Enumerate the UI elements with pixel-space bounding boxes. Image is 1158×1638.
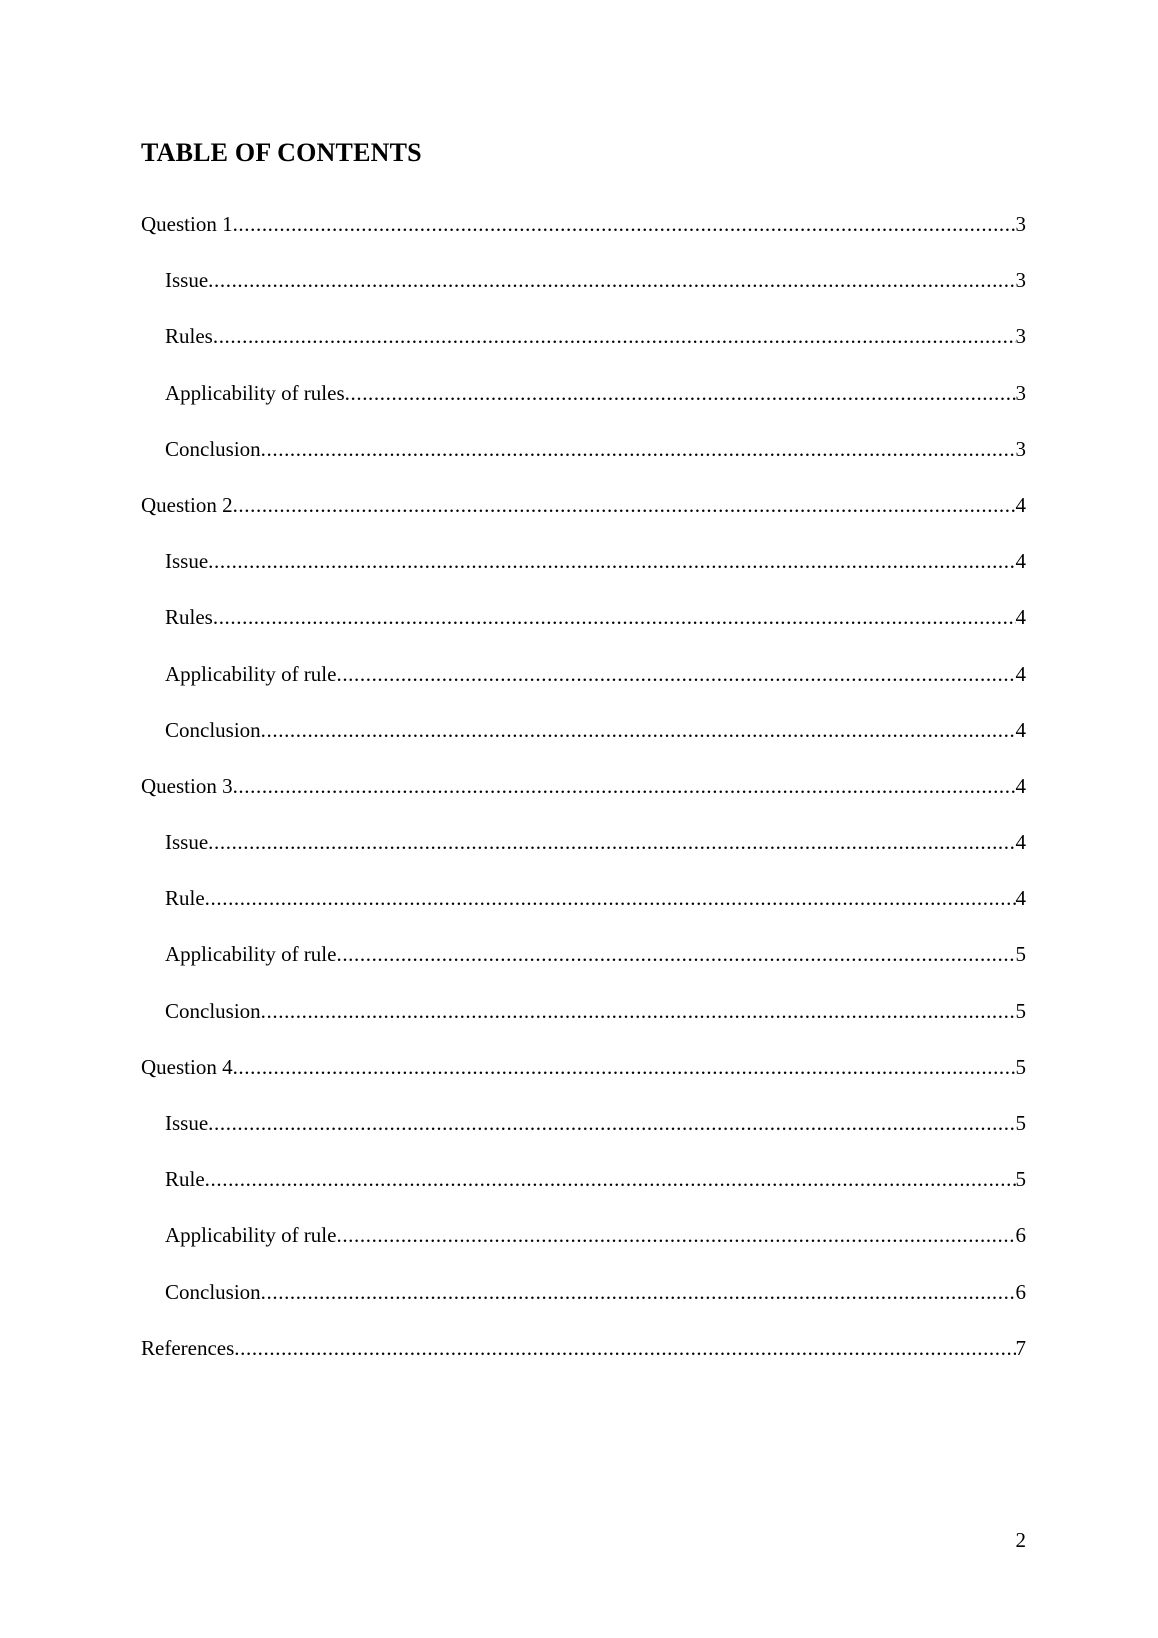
toc-entry[interactable]	[141, 1053, 1026, 1109]
dot-leader	[208, 828, 1015, 856]
toc-entry-page: 4	[1015, 773, 1026, 798]
table-of-contents	[141, 210, 1026, 1390]
toc-entry-label: Question 4	[141, 1054, 233, 1079]
dot-leader	[261, 1278, 1016, 1306]
toc-entry-label: Issue	[165, 549, 209, 574]
toc-entry-page: 5	[1015, 942, 1026, 967]
toc-entry-page: 3	[1015, 212, 1026, 236]
dot-leader	[208, 1109, 1015, 1137]
toc-entry-label: Conclusion	[165, 998, 261, 1023]
toc-entry[interactable]	[141, 940, 1026, 996]
toc-entry-page: 4	[1015, 605, 1026, 630]
dot-leader	[336, 1221, 1015, 1249]
toc-entry-page: 3	[1015, 268, 1026, 293]
toc-entry-label: Conclusion	[165, 717, 261, 742]
dot-leader	[233, 491, 1016, 519]
dot-leader	[213, 603, 1016, 631]
toc-entry-label: Applicability of rule	[165, 661, 337, 686]
toc-entry[interactable]	[141, 997, 1026, 1053]
toc-entry[interactable]	[141, 266, 1026, 322]
dot-leader	[205, 1165, 1016, 1193]
dot-leader	[336, 940, 1015, 968]
toc-entry-page: 4	[1015, 549, 1026, 574]
toc-entry[interactable]	[141, 1278, 1026, 1334]
toc-entry-page: 4	[1015, 661, 1026, 686]
toc-entry-page: 6	[1015, 1279, 1026, 1304]
toc-entry-page: 3	[1015, 380, 1026, 405]
toc-entry[interactable]	[141, 322, 1026, 378]
toc-entry[interactable]	[141, 1109, 1026, 1165]
dot-leader	[345, 379, 1016, 407]
toc-entry-label: Issue	[165, 268, 209, 293]
toc-entry-label: Issue	[165, 1111, 209, 1135]
dot-leader	[208, 547, 1015, 575]
toc-entry-label: Question 3	[141, 773, 233, 798]
toc-entry-page: 4	[1015, 886, 1026, 911]
toc-entry[interactable]	[141, 491, 1026, 547]
toc-entry-label: Rule	[165, 886, 205, 911]
toc-entry-page: 5	[1015, 1111, 1026, 1135]
toc-entry-label: Question 1	[141, 212, 233, 236]
toc-entry[interactable]	[141, 1221, 1026, 1277]
toc-entry-page: 5	[1015, 1167, 1026, 1192]
toc-entry-page: 4	[1015, 717, 1026, 742]
toc-entry-label: Rule	[165, 1167, 205, 1192]
toc-entry[interactable]	[141, 379, 1026, 435]
dot-leader	[233, 1053, 1016, 1081]
toc-entry[interactable]	[141, 772, 1026, 828]
dot-leader	[205, 884, 1016, 912]
toc-entry[interactable]	[141, 210, 1026, 266]
toc-entry-page: 3	[1015, 436, 1026, 461]
toc-entry[interactable]	[141, 828, 1026, 884]
toc-entry-label: Issue	[165, 830, 209, 855]
toc-entry[interactable]	[141, 660, 1026, 716]
toc-entry-label: Question 2	[141, 492, 233, 517]
toc-entry-label: References	[141, 1335, 235, 1360]
toc-entry-label: Applicability of rule	[165, 1223, 337, 1248]
dot-leader	[233, 772, 1016, 800]
toc-entry-label: Rules	[165, 324, 213, 349]
toc-heading: TABLE OF CONTENTS	[141, 138, 422, 167]
toc-entry[interactable]	[141, 603, 1026, 659]
toc-entry[interactable]	[141, 716, 1026, 772]
toc-entry-page: 6	[1015, 1223, 1026, 1248]
toc-entry-page: 7	[1015, 1335, 1026, 1360]
toc-entry-page: 3	[1015, 324, 1026, 349]
dot-leader	[261, 435, 1016, 463]
dot-leader	[208, 266, 1015, 294]
toc-entry-page: 5	[1015, 1054, 1026, 1079]
dot-leader	[233, 210, 1016, 238]
toc-entry[interactable]	[141, 1334, 1026, 1390]
dot-leader	[336, 660, 1015, 688]
toc-entry[interactable]	[141, 435, 1026, 491]
toc-entry-page: 4	[1015, 492, 1026, 517]
dot-leader	[261, 997, 1016, 1025]
toc-entry-label: Conclusion	[165, 436, 261, 461]
dot-leader	[261, 716, 1016, 744]
page-number: 2	[1015, 1528, 1026, 1552]
toc-entry[interactable]	[141, 1165, 1026, 1221]
toc-entry-page: 5	[1015, 998, 1026, 1023]
toc-entry-label: Applicability of rule	[165, 942, 337, 967]
toc-entry[interactable]	[141, 884, 1026, 940]
toc-entry-label: Applicability of rules	[165, 380, 345, 405]
dot-leader	[234, 1334, 1015, 1362]
toc-entry-label: Conclusion	[165, 1279, 261, 1304]
toc-entry[interactable]	[141, 547, 1026, 603]
dot-leader	[213, 322, 1016, 350]
toc-entry-label: Rules	[165, 605, 213, 630]
toc-entry-page: 4	[1015, 830, 1026, 855]
